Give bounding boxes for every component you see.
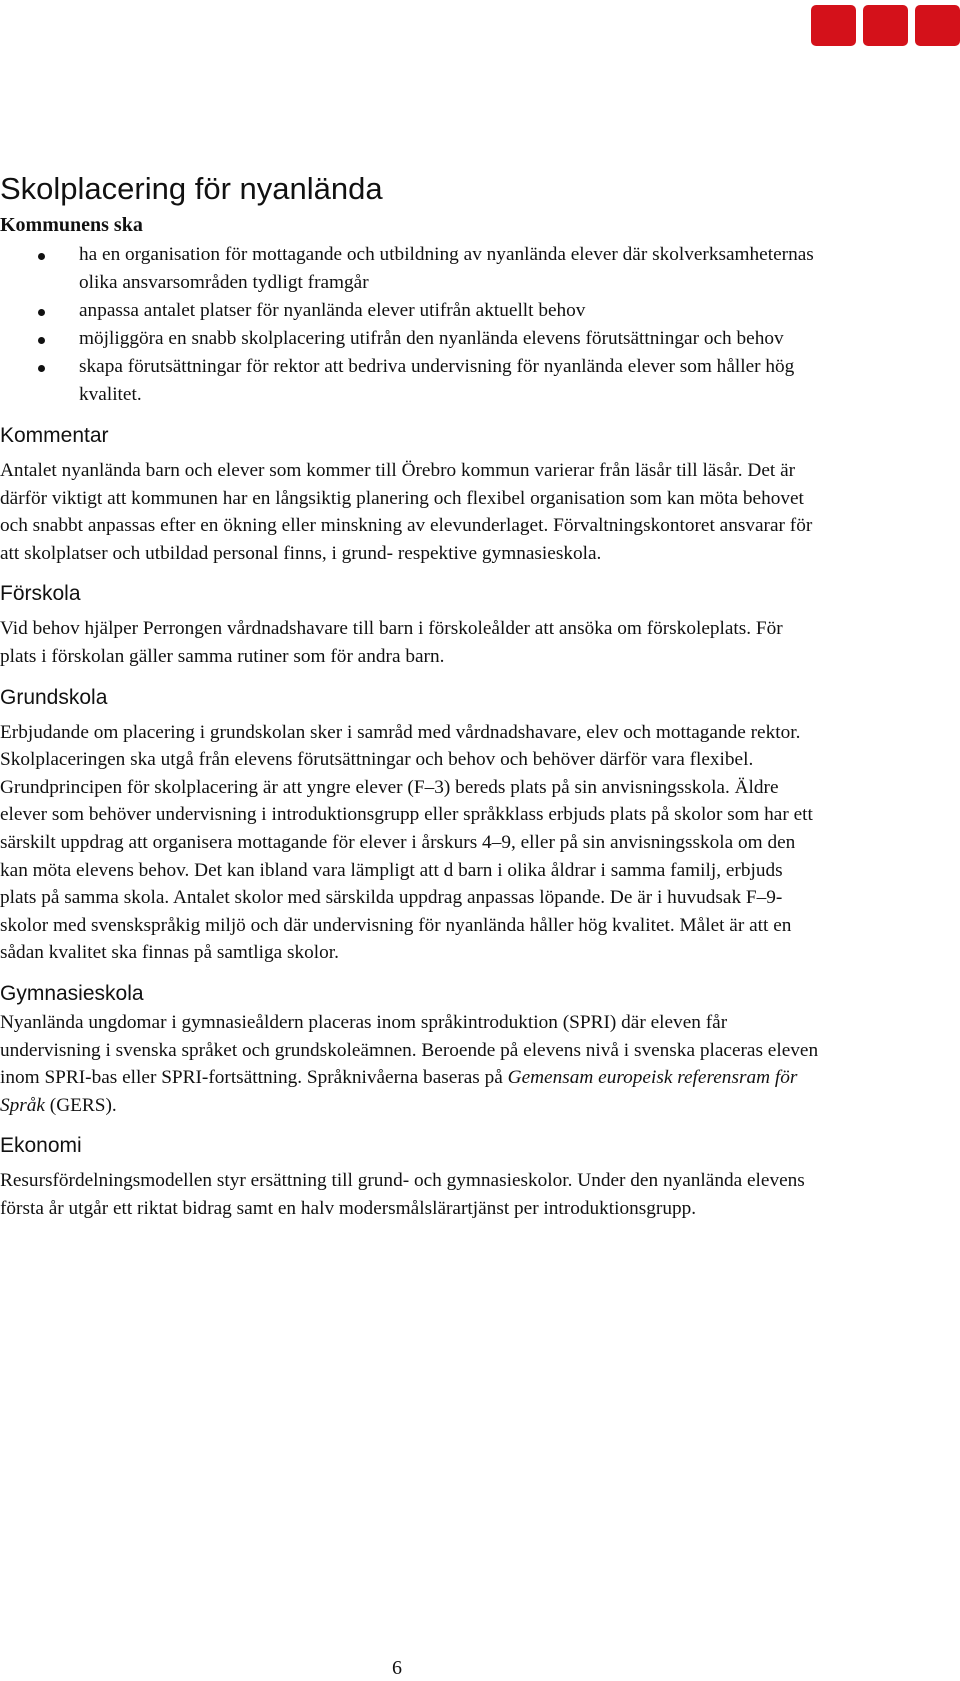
section-text-grundskola: Erbjudande om placering i grundskolan sker i samråd med vårdnadshavare, elev och mottagande rektor. Skolplaceringen ska utgå från elevens förutsättningar och behov och behöver därför vara flexibel. Grundprincipen för skolplacering är att yngre elever (F–3) bereds plats på sin anvisningsskola. Äldre elever som behöver undervisning i introduktionsgrupp eller språkklass erbjuds plats på skolor som har ett särskilt uppdrag att organisera mottagande för elever i årskurs 4–9, eller på sin anvisningsskola om den kan möta elevens behov. Det kan ibland vara lämpligt att d barn i olika åldrar i samma familj, erbjuds plats på samma skola. Antalet skolor med särskilda uppdrag anpassas löpande. De är i huvudsak F–9-skolor med svenskspråkig miljö och där undervisning för nyanlända håller hög kvalitet. Målet är att en sådan kvalitet ska finnas på samtliga skolor. [0,721,813,964]
list-item [0,325,820,353]
logo-square [915,5,960,46]
section-text-gymnasieskola [0,1009,820,1119]
section-heading-grundskola: Grundskola [0,685,108,709]
intro-label: Kommunens ska [0,214,143,236]
list-item-text: ha en organisation för mottagande och utbildning av nyanlända elever där skolverksamheternas olika ansvarsområden tydligt framgår [79,244,814,293]
gymnasieskola-text-part: Nyanlända ungdomar i gymnasieåldern placeras inom språkintroduktion (SPRI) där eleven får undervisning i svenska språket och grundskoleämnen. Beroende på elevens nivå i svenska placeras eleven inom SPRI-bas eller SPRI-fortsättning. Språknivåerna baseras på [0,1011,819,1089]
list-item-text: möjliggöra en snabb skolplacering utifrån den nyanlända elevens förutsättningar och behov [79,328,784,349]
section-text-forskola: Vid behov hjälper Perrongen vårdnadshavare till barn i förskoleålder att ansöka om förskoleplats. För plats i förskolan gäller samma rutiner som för andra barn. [0,618,783,667]
gymnasieskola-italic-reference: Gemensam europeisk referensram för Språk [0,1067,798,1116]
section-heading-ekonomi: Ekonomi [0,1134,82,1158]
gymnasieskola-text-part: (GERS). [44,1094,117,1116]
section-heading-kommentar: Kommentar [0,424,109,447]
logo-square [863,5,908,46]
bullet-icon [38,337,45,344]
section-text-ekonomi: Resursfördelningsmodellen styr ersättning till grund- och gymnasieskolor. Under den nyanlända elevens första år utgår ett riktat bidrag samt en halv modersmålslärartjänst per introduktionsgrupp. [0,1170,805,1219]
page-number: 6 [392,1657,402,1679]
list-item [0,241,820,297]
bullet-icon [38,309,45,316]
bullet-icon [38,365,45,372]
logo-square [811,5,856,46]
section-heading-gymnasieskola: Gymnasieskola [0,981,144,1005]
bullet-icon [38,253,45,260]
red-squares-logo-icon [811,5,960,46]
section-heading-forskola: Förskola [0,582,81,606]
bullet-list [0,241,820,409]
section-text-kommentar: Antalet nyanlända barn och elever som kommer till Örebro kommun varierar från läsår till läsår. Det är därför viktigt att kommunen har en långsiktig planering och flexibel organisation som kan möta behovet och snabbt anpassas efter en ökning eller minskning av elevunderlaget. Förvaltningskontoret ansvarar för att skolplatser och utbildad personal finns, i grund- respektive gymnasieskola. [0,460,813,564]
list-item-text: skapa förutsättningar för rektor att bedriva undervisning för nyanlända elever som håller hög kvalitet. [79,356,795,405]
list-item [0,297,820,325]
page-title: Skolplacering för nyanlända [0,171,383,206]
list-item-text: anpassa antalet platser för nyanlända elever utifrån aktuellt behov [79,300,586,321]
list-item [0,353,820,409]
document-body [0,170,820,1222]
